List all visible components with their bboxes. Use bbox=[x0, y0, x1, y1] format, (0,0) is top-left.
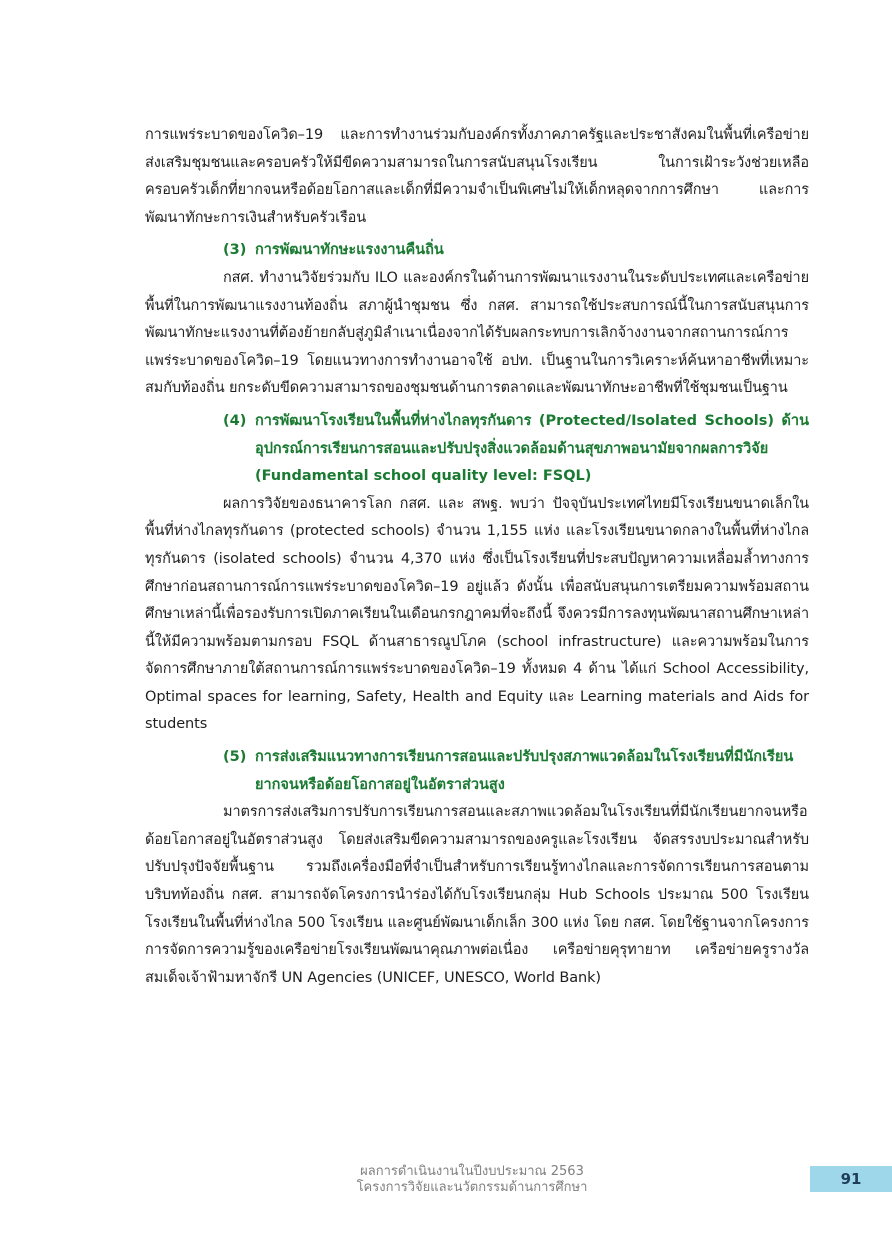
section-4 bbox=[145, 408, 809, 739]
footer-title bbox=[300, 1164, 644, 1196]
section-heading bbox=[223, 237, 809, 265]
footer-line-1: ผลการดำเนินงานในปีงบประมาณ 2563 bbox=[360, 1164, 584, 1179]
section-number: (3) bbox=[223, 242, 247, 259]
section-heading bbox=[223, 408, 809, 491]
intro-paragraph: การแพร่ระบาดของโควิด–19 และการทำงานร่วมกับองค์กรทั้งภาคภาครัฐและประชาสังคมในพื้นที่เครือข่าย ส่งเสริมชุมชนและครอบครัวให้มีขีดความสามารถในการสนับสนุนโรงเรียน ในการเฝ้าระวังช่วยเหลือครอบครัวเด็กที่ยากจนหรือด้อยโอกาสและเด็กที่มีความจำเป็นพิเศษไม่ให้เด็กหลุดจากการศึกษา และการพัฒนาทักษะการเงินสำหรับครัวเรือน bbox=[145, 127, 809, 226]
section-paragraph: กสศ. ทำงานวิจัยร่วมกับ ILO และองค์กรในด้านการพัฒนาแรงงานในระดับประเทศและเครือข่ายพื้นที่ในการพัฒนาแรงงานท้องถิ่น สภาผู้นำชุมชน ซึ่ง กสศ. สามารถใช้ประสบการณ์นี้ในการสนับสนุนการพัฒนาทักษะแรงงานที่ต้องย้ายกลับสู่ภูมิลำเนาเนื่องจากได้รับผลกระทบการเลิกจ้างงานจากสถานการณ์การแพร่ระบาดของโควิด–19 โดยแนวทางการทำงานอาจใช้ อปท. เป็นฐานในการวิเคราะห์ค้นหาอาชีพที่เหมาะสมกับท้องถิ่น ยกระดับขีดความสามารถของชุมชนด้านการตลาดและพัฒนาทักษะอาชีพที่ใช้ชุมชนเป็นฐาน bbox=[145, 269, 809, 397]
section-title: การส่งเสริมแนวทางการเรียนการสอนและปรับปรุงสภาพแวดล้อมในโรงเรียนที่มีนักเรียนยากจนหรือด้อยโอกาสอยู่ในอัตราส่วนสูง bbox=[255, 749, 794, 793]
footer-line-2: โครงการวิจัยและนวัตกรรมด้านการศึกษา bbox=[356, 1180, 588, 1195]
document-body bbox=[145, 122, 809, 992]
section-heading bbox=[223, 744, 809, 799]
page-number: 91 bbox=[810, 1166, 892, 1192]
section-title: การพัฒนาโรงเรียนในพื้นที่ห่างไกลทุรกันดาร (Protected/Isolated Schools) ด้านอุปกรณ์การเรียนการสอนและปรับปรุงสิ่งแวดล้อมด้านสุขภาพอนามัยจากผลการวิจัย (Fundamental school quality level: FSQL) bbox=[255, 412, 809, 485]
section-5 bbox=[145, 744, 809, 992]
section-3 bbox=[145, 237, 809, 403]
section-paragraph: ผลการวิจัยของธนาคารโลก กสศ. และ สพฐ. พบว่า ปัจจุบันประเทศไทยมีโรงเรียนขนาดเล็กในพื้นที่ห่างไกลทุรกันดาร (protected schools) จำนวน 1,155 แห่ง และโรงเรียนขนาดกลางในพื้นที่ห่างไกลทุรกันดาร (isolated schools) จำนวน 4,370 แห่ง ซึ่งเป็นโรงเรียนที่ประสบปัญหาความเหลื่อมล้ำทางการศึกษาก่อนสถานการณ์การแพร่ระบาดของโควิด–19 อยู่แล้ว ดังนั้น เพื่อสนับสนุนการเตรียมความพร้อมสถานศึกษาเหล่านี้เพื่อรองรับการเปิดภาคเรียนในเดือนกรกฎาคมที่จะถึงนี้ จึงควรมีการลงทุนพัฒนาสถานศึกษาเหล่านี้ให้มีความพร้อมตามกรอบ FSQL ด้านสาธารณูปโภค (school infrastructure) และความพร้อมในการจัดการศึกษาภายใต้สถานการณ์การแพร่ระบาดของโควิด–19 ทั้งหมด 4 ด้าน ได้แก่ School Accessibility, Optimal spaces for learning, Safety, Health and Equity และ Learning materials and Aids for students bbox=[145, 495, 809, 733]
section-paragraph: มาตรการส่งเสริมการปรับการเรียนการสอนและสภาพแวดล้อมในโรงเรียนที่มีนักเรียนยากจนหรือด้อยโอกาสอยู่ในอัตราส่วนสูง โดยส่งเสริมขีดความสามารถของครูและโรงเรียน จัดสรรงบประมาณสำหรับปรับปรุงปัจจัยพื้นฐาน รวมถึงเครื่องมือที่จำเป็นสำหรับการเรียนรู้ทางไกลและการจัดการเรียนการสอนตามบริบทท้องถิ่น กสศ. สามารถจัดโครงการนำร่องได้กับโรงเรียนกลุ่ม Hub Schools ประมาณ 500 โรงเรียน โรงเรียนในพื้นที่ห่างไกล 500 โรงเรียน และศูนย์พัฒนาเด็กเล็ก 300 แห่ง โดย กสศ. โดยใช้ฐานจากโครงการการจัดการความรู้ของเครือข่ายโรงเรียนพัฒนาคุณภาพต่อเนื่อง เครือข่ายคุรุทายาท เครือข่ายครูรางวัลสมเด็จเจ้าฟ้ามหาจักรี UN Agencies (UNICEF, UNESCO, World Bank) bbox=[145, 804, 809, 986]
section-number: (5) bbox=[223, 749, 247, 766]
section-title: การพัฒนาทักษะแรงงานคืนถิ่น bbox=[255, 242, 444, 259]
section-number: (4) bbox=[223, 412, 247, 429]
